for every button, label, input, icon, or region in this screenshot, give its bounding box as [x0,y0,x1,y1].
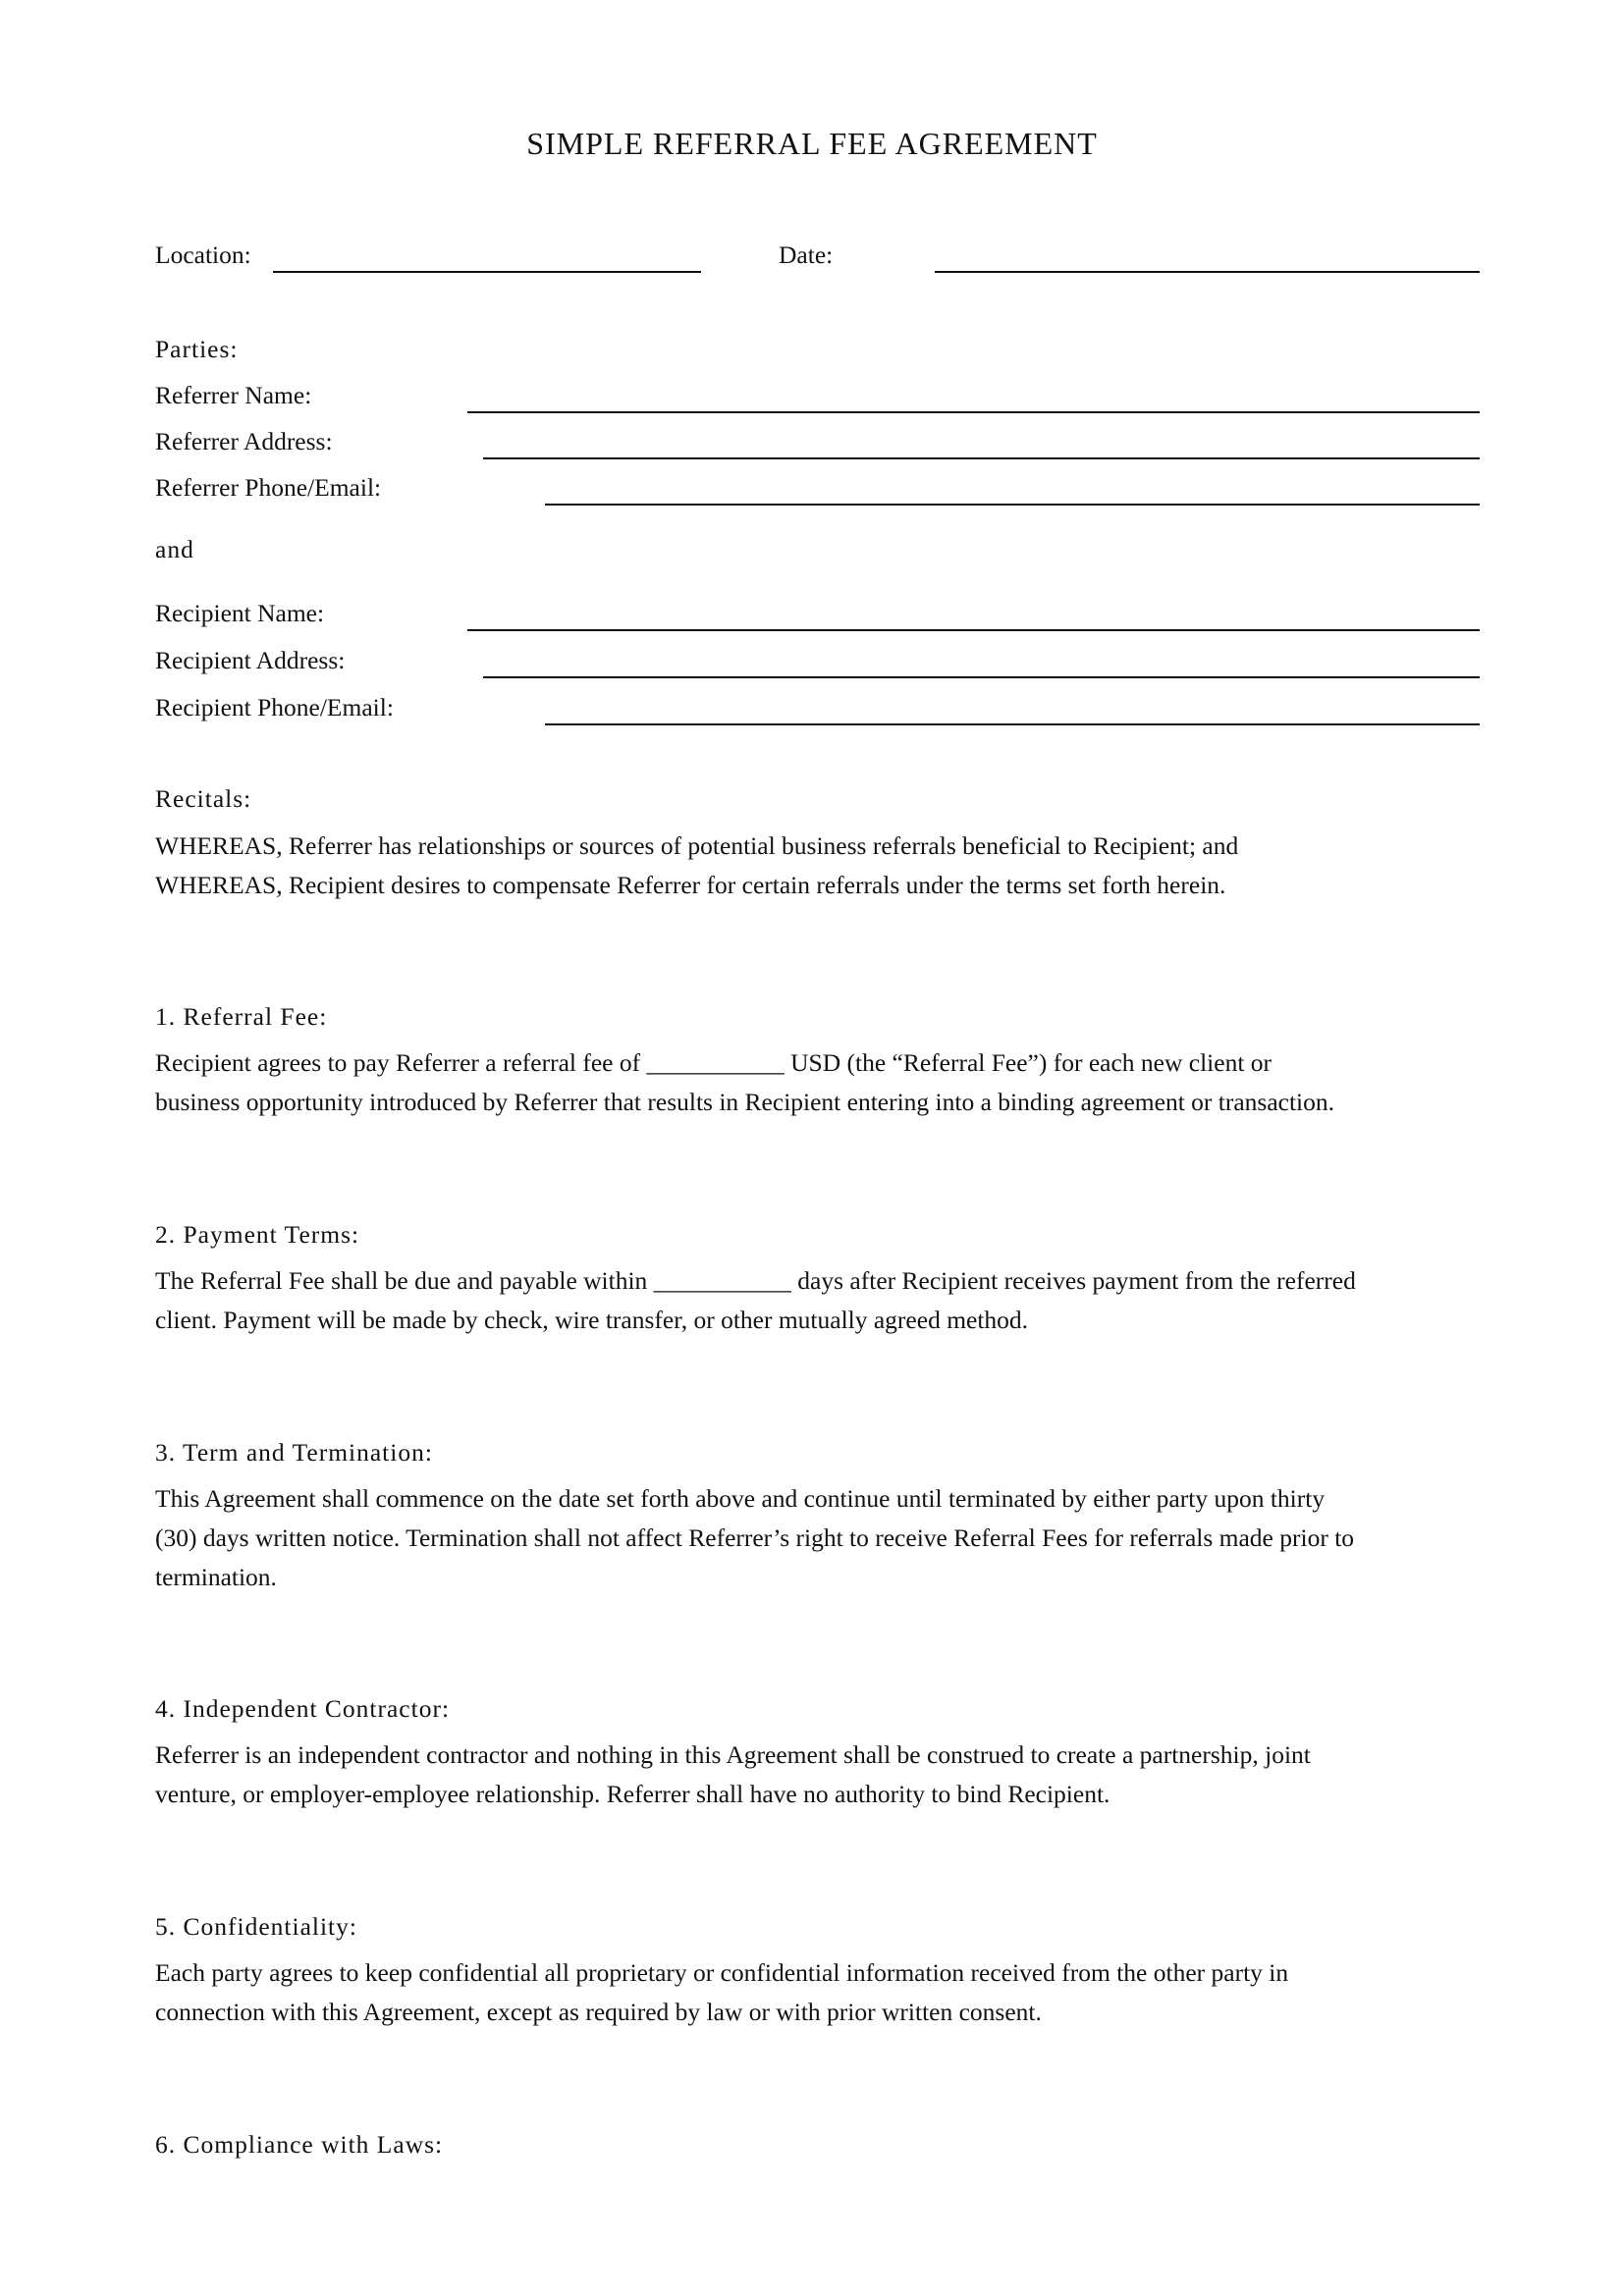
recipient-address-field[interactable] [483,676,1480,678]
section-line: client. Payment will be made by check, wire transfer, or other mutually agreed method. [155,1306,1029,1334]
document-title: SIMPLE REFERRAL FEE AGREEMENT [526,126,1098,161]
and-text: and [155,535,194,563]
section-body-payment-terms [155,1261,1481,1340]
section-line: venture, or employer-employee relationship. Referrer shall have no authority to bind Recipient. [155,1780,1110,1808]
recipient-name-label: Recipient Name: [155,599,325,627]
referrer-contact-label: Referrer Phone/Email: [155,473,382,502]
section-line: (30) days written notice. Termination shall not affect Referrer’s right to receive Referral Fees for referrals made prior to [155,1523,1355,1552]
section-line: Each party agrees to keep confidential all proprietary or confidential information received from the other party in [155,1958,1289,1987]
referrer-name-field[interactable] [467,411,1480,413]
recipient-address-label: Recipient Address: [155,646,346,674]
section-heading-compliance: 6. Compliance with Laws: [155,2130,444,2159]
section-body-independent-contractor [155,1735,1481,1814]
section-line: Recipient agrees to pay Referrer a referral fee of ___________ USD (the “Referral Fee”) for each new client or [155,1048,1272,1077]
recipient-name-field[interactable] [467,629,1480,631]
referrer-name-label: Referrer Name: [155,381,312,409]
section-line: termination. [155,1563,277,1591]
recipient-contact-label: Recipient Phone/Email: [155,693,394,721]
recitals-line: WHEREAS, Recipient desires to compensate Referrer for certain referrals under the terms set forth herein. [155,871,1226,899]
section-heading-confidentiality: 5. Confidentiality: [155,1912,357,1941]
section-heading-independent-contractor: 4. Independent Contractor: [155,1694,451,1723]
section-line: Referrer is an independent contractor and nothing in this Agreement shall be construed to create a partnership, joint [155,1740,1311,1769]
referrer-address-label: Referrer Address: [155,427,333,455]
section-body-term-termination [155,1479,1481,1597]
section-line: business opportunity introduced by Referrer that results in Recipient entering into a binding agreement or transaction. [155,1088,1335,1116]
section-body-referral-fee [155,1043,1481,1122]
parties-heading: Parties: [155,335,239,363]
recitals-body [155,827,1481,905]
recitals-heading: Recitals: [155,784,252,813]
date-field[interactable] [935,271,1480,273]
date-label: Date: [779,240,834,269]
recipient-contact-field[interactable] [545,723,1480,725]
section-body-confidentiality [155,1953,1481,2032]
location-field[interactable] [273,271,701,273]
section-line: connection with this Agreement, except as required by law or with prior written consent. [155,1998,1042,2026]
recitals-line: WHEREAS, Referrer has relationships or sources of potential business referrals beneficial to Recipient; and [155,831,1239,860]
section-line: This Agreement shall commence on the date set forth above and continue until terminated by either party upon thirty [155,1484,1326,1513]
referrer-address-field[interactable] [483,457,1480,459]
section-line: The Referral Fee shall be due and payable within ___________ days after Recipient receives payment from the referred [155,1266,1356,1295]
section-heading-term-termination: 3. Term and Termination: [155,1438,433,1467]
section-heading-payment-terms: 2. Payment Terms: [155,1220,360,1249]
referrer-contact-field[interactable] [545,504,1480,506]
location-label: Location: [155,240,251,269]
section-heading-referral-fee: 1. Referral Fee: [155,1002,328,1031]
